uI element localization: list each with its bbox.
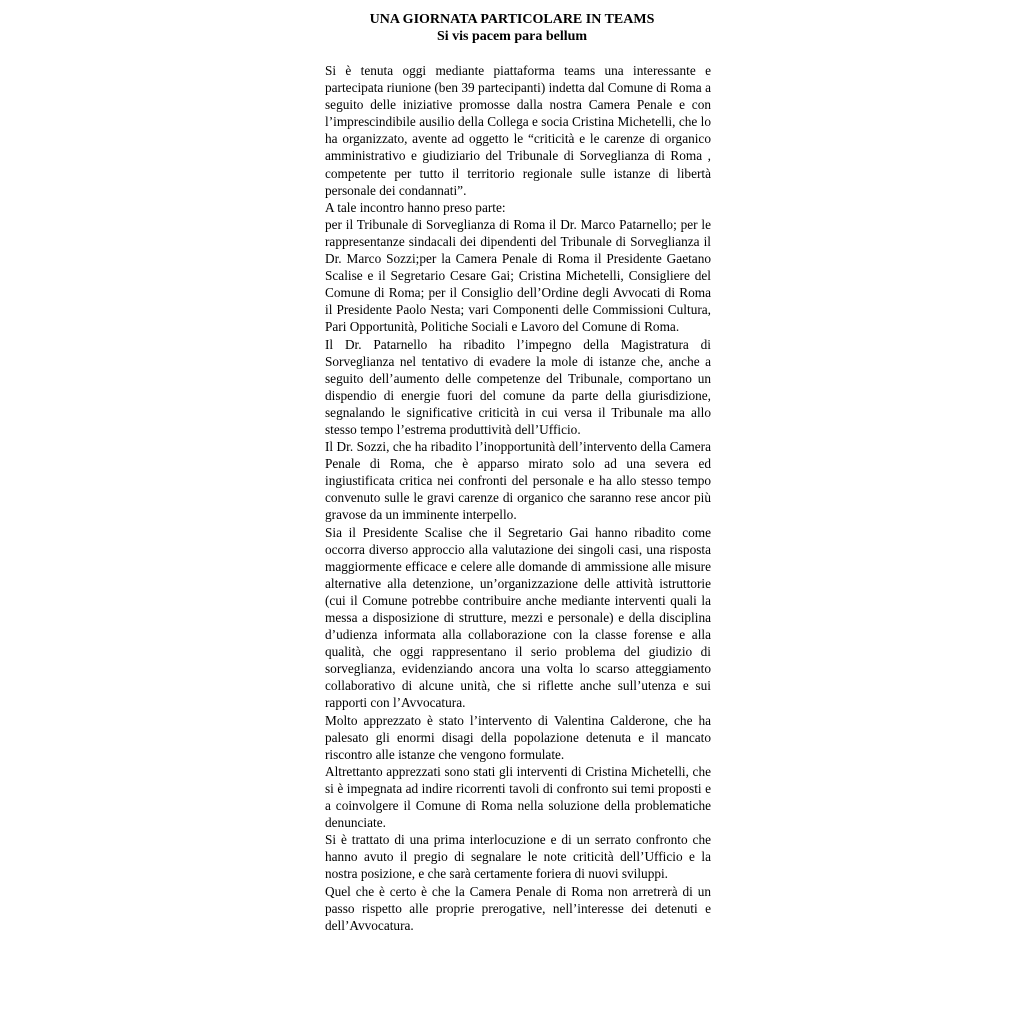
paragraph-michetelli: Altrettanto apprezzati sono stati gli interventi di Cristina Michetelli, che si è impegnata ad indire ricorrenti tavoli di confronto sui temi proposti e a coinvolgere il Comune di Roma nella soluzione della problematiche denunciate. xyxy=(325,763,711,831)
paragraph-sozzi: Il Dr. Sozzi, che ha ribadito l’inopportunità dell’intervento della Camera Penale di Roma, che è apparso mirato solo ad una severa ed ingiustificata critica nei confronti del personale e ha allo stesso tempo convenuto sulle le gravi carenze di organico che saranno rese ancor più gravose da un imminente interpello. xyxy=(325,439,711,523)
document-body xyxy=(325,62,711,934)
document-title: UNA GIORNATA PARTICOLARE IN TEAMS xyxy=(369,12,655,27)
paragraph-participants-lead: A tale incontro hanno preso parte: xyxy=(325,199,506,215)
document-header xyxy=(0,11,1024,45)
paragraph-participants: per il Tribunale di Sorveglianza di Roma il Dr. Marco Patarnello; per le rappresentanze sindacali dei dipendenti del Tribunale di Sorveglianza il Dr. Marco Sozzi;per la Camera Penale di Roma il Presidente Gaetano Scalise e il Segretario Cesare Gai; Cristina Michetelli, Consigliere del Comune di Roma; per il Consiglio dell’Ordine degli Avvocati di Roma il Presidente Paolo Nesta; vari Componenti delle Commissioni Cultura, Pari Opportunità, Politiche Sociali e Lavoro del Comune di Roma. xyxy=(325,216,711,335)
paragraph-calderone: Molto apprezzato è stato l’intervento di Valentina Calderone, che ha palesato gli enormi disagi della popolazione detenuta e il mancato riscontro alle istanze che vengono formulate. xyxy=(325,712,711,762)
paragraph-summary: Si è trattato di una prima interlocuzione e di un serrato confronto che hanno avuto il pregio di segnalare le note criticità dell’Ufficio e la nostra posizione, e che sarà certamente foriera di nuovi sviluppi. xyxy=(325,832,711,882)
paragraph-conclusion: Quel che è certo è che la Camera Penale di Roma non arretrerà di un passo rispetto alle proprie prerogative, nell’interesse dei detenuti e dell’Avvocatura. xyxy=(325,883,711,933)
paragraph-patarnello: Il Dr. Patarnello ha ribadito l’impegno della Magistratura di Sorveglianza nel tentativo di evadere la mole di istanze che, anche a seguito dell’aumento delle competenze del Tribunale, comportano un dispendio di energie fuori del comune da parte della giurisdizione, segnalando le significative criticità in cui versa il Tribunale ma allo stesso tempo l’estrema produttività dell’Ufficio. xyxy=(325,336,711,437)
document-subtitle: Si vis pacem para bellum xyxy=(436,29,588,44)
paragraph-intro: Si è tenuta oggi mediante piattaforma teams una interessante e partecipata riunione (ben 39 partecipanti) indetta dal Comune di Roma a seguito delle iniziative promosse dalla nostra Camera Penale e con l’imprescindibile ausilio della Collega e socia Cristina Michetelli, che lo ha organizzato, avente ad oggetto le “criticità e le carenze di organico amministrativo e giudiziario del Tribunale di Sorveglianza di Roma , competente per tutto il territorio regionale sulle istanze di libertà personale dei condannati”. xyxy=(325,63,711,198)
paragraph-scalise-gai: Sia il Presidente Scalise che il Segretario Gai hanno ribadito come occorra diverso approccio alla valutazione dei singoli casi, una risposta maggiormente efficace e celere alle domande di ammissione alle misure alternative alla detenzione, un’organizzazione delle attività istruttorie (cui il Comune potrebbe contribuire anche mediante interventi quali la messa a disposizione di strutture, mezzi e personale) e della disciplina d’udienza informata alla collaborazione con la classe forense e alla qualità, che oggi rappresentano il serio problema del giudizio di sorveglianza, evidenziando ancora una volta lo scarso atteggiamento collaborativo di alcune unità, che si riflette anche sull’utenza e sui rapporti con l’Avvocatura. xyxy=(325,524,711,711)
